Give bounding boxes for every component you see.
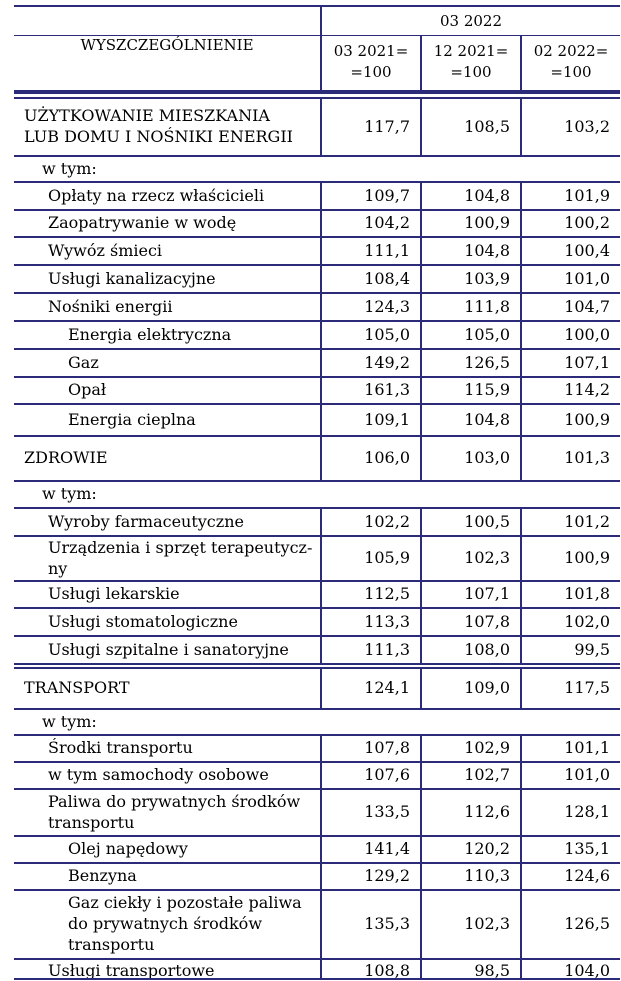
table-section-row	[14, 667, 620, 708]
column-rule	[320, 580, 322, 607]
table-row	[14, 376, 620, 403]
column-rule	[420, 889, 422, 958]
table-row	[14, 480, 620, 507]
column-rule	[520, 435, 522, 480]
table-rule	[14, 607, 620, 609]
cell-value: 101,0	[564, 765, 610, 784]
column-rule	[320, 209, 322, 236]
cell-value: 126,5	[464, 353, 510, 372]
column-rule	[520, 635, 522, 663]
table-rule	[14, 320, 620, 322]
table-row	[14, 835, 620, 862]
cell-value: 107,6	[364, 765, 410, 784]
column-rule	[320, 958, 322, 978]
column-rule	[320, 5, 322, 92]
column-rule	[520, 292, 522, 320]
table-rule	[14, 97, 620, 99]
header-first-column: WYSZCZEGÓLNIENIE	[80, 36, 254, 54]
column-rule	[420, 348, 422, 376]
cell-value: 112,5	[364, 584, 410, 603]
column-rule	[520, 862, 522, 889]
table-rule	[14, 155, 620, 157]
row-label: Usługi kanalizacyjne	[48, 269, 216, 288]
column-rule	[420, 580, 422, 607]
column-rule	[520, 788, 522, 835]
header-column-1: 03 2021= =100	[333, 42, 409, 81]
cell-value: 101,2	[564, 512, 610, 531]
column-rule	[520, 835, 522, 862]
table-rule	[14, 181, 620, 183]
row-label: Usługi transportowe	[48, 961, 215, 980]
column-rule	[320, 889, 322, 958]
column-rule	[420, 181, 422, 209]
cell-value: 110,3	[464, 866, 510, 885]
cell-value: 100,0	[564, 325, 610, 344]
cell-value: 112,6	[464, 802, 510, 821]
row-label: Benzyna	[68, 866, 137, 885]
column-rule	[520, 580, 522, 607]
column-rule	[520, 958, 522, 978]
column-rule	[420, 292, 422, 320]
table-rule	[14, 348, 620, 350]
table-row	[14, 535, 620, 580]
table-rule	[14, 667, 620, 669]
column-rule	[520, 607, 522, 635]
table-row	[14, 607, 620, 635]
cell-value: 129,2	[364, 866, 410, 885]
table-rule	[14, 835, 620, 837]
column-rule	[520, 376, 522, 403]
column-rule	[320, 376, 322, 403]
column-rule	[320, 761, 322, 788]
table-row	[14, 264, 620, 292]
table-rule	[14, 708, 620, 710]
table-rule	[14, 292, 620, 294]
table-rule	[14, 92, 620, 94]
cell-value: 108,4	[364, 269, 410, 288]
column-rule	[420, 862, 422, 889]
cell-value: 108,5	[464, 117, 510, 136]
column-rule	[520, 403, 522, 435]
table-row	[14, 209, 620, 236]
column-rule	[320, 667, 322, 708]
table-rule	[14, 507, 620, 509]
table-rule	[14, 209, 620, 211]
column-rule	[320, 236, 322, 264]
column-rule	[420, 535, 422, 580]
column-rule	[520, 236, 522, 264]
table-row	[14, 320, 620, 348]
row-label: Nośniki energii	[48, 297, 173, 316]
table-row	[14, 181, 620, 209]
row-label: w tym:	[42, 159, 97, 178]
table-row	[14, 507, 620, 535]
column-rule	[320, 635, 322, 663]
row-label: ZDROWIE	[24, 448, 108, 467]
cell-value: 114,2	[564, 380, 610, 399]
column-rule	[320, 292, 322, 320]
cell-value: 104,8	[464, 241, 510, 260]
cell-value: 109,0	[464, 678, 510, 697]
row-label: Opłaty na rzecz właścicieli	[48, 186, 265, 205]
table-rule	[14, 264, 620, 266]
table-rule	[14, 435, 620, 437]
table-section-row	[14, 97, 620, 155]
column-rule	[320, 835, 322, 862]
cell-value: 117,5	[564, 678, 610, 697]
row-label: w tym samochody osobowe	[48, 765, 269, 784]
table-rule	[14, 535, 620, 537]
row-label: Gaz	[68, 353, 99, 372]
column-rule	[420, 435, 422, 480]
row-label: TRANSPORT	[24, 678, 130, 697]
column-rule	[320, 862, 322, 889]
header-column-3: 02 2022= =100	[533, 42, 609, 81]
column-rule	[420, 958, 422, 978]
cell-value: 106,0	[364, 448, 410, 467]
table-rule	[14, 35, 620, 36]
column-rule	[320, 435, 322, 480]
column-rule	[320, 734, 322, 761]
table-section-row	[14, 435, 620, 480]
table-row	[14, 958, 620, 978]
column-rule	[520, 734, 522, 761]
cell-value: 107,1	[564, 353, 610, 372]
column-rule	[320, 348, 322, 376]
table-rule	[14, 236, 620, 238]
column-rule	[320, 181, 322, 209]
column-rule	[520, 35, 522, 92]
cell-value: 124,6	[564, 866, 610, 885]
column-rule	[520, 535, 522, 580]
table-rule	[14, 889, 620, 891]
cell-value: 109,1	[364, 410, 410, 429]
table-row	[14, 862, 620, 889]
row-label: Urządzenia i sprzęt terapeutycz- ny	[48, 538, 313, 578]
cell-value: 109,7	[364, 186, 410, 205]
cell-value: 101,9	[564, 186, 610, 205]
cell-value: 104,8	[464, 410, 510, 429]
column-rule	[420, 667, 422, 708]
cell-value: 100,2	[564, 213, 610, 232]
row-label: w tym:	[42, 484, 97, 503]
column-rule	[320, 788, 322, 835]
column-rule	[520, 348, 522, 376]
table-rule	[14, 761, 620, 763]
row-label: Wywóz śmieci	[48, 241, 163, 260]
row-label: Środki transportu	[48, 738, 193, 757]
cell-value: 108,0	[464, 640, 510, 659]
table-row	[14, 580, 620, 607]
cell-value: 111,8	[464, 297, 510, 316]
table-rule	[14, 862, 620, 864]
cell-value: 100,9	[464, 213, 510, 232]
cell-value: 104,7	[564, 297, 610, 316]
cell-value: 102,2	[364, 512, 410, 531]
cell-value: 101,0	[564, 269, 610, 288]
cell-value: 124,3	[364, 297, 410, 316]
cell-value: 105,0	[464, 325, 510, 344]
cell-value: 100,9	[564, 548, 610, 567]
cell-value: 135,1	[564, 839, 610, 858]
table-rule	[14, 376, 620, 378]
row-label: UŻYTKOWANIE MIESZKANIA LUB DOMU I NOŚNIKI ENERGII	[24, 106, 293, 146]
column-rule	[320, 320, 322, 348]
column-rule	[420, 320, 422, 348]
column-rule	[420, 376, 422, 403]
row-label: Olej napędowy	[68, 839, 188, 858]
table-rule	[14, 734, 620, 736]
table-row	[14, 292, 620, 320]
column-rule	[520, 181, 522, 209]
table-row	[14, 635, 620, 663]
cell-value: 120,2	[464, 839, 510, 858]
row-label: Gaz ciekły i pozostałe paliwa do prywatnych środków transportu	[68, 893, 302, 954]
table-row	[14, 403, 620, 435]
cell-value: 113,3	[364, 612, 410, 631]
column-rule	[420, 761, 422, 788]
row-label: Usługi szpitalne i sanatoryjne	[48, 640, 289, 659]
row-label: Wyroby farmaceutyczne	[48, 512, 244, 531]
cell-value: 135,3	[364, 914, 410, 933]
table-rule	[14, 580, 620, 582]
header-column-2: 12 2021= =100	[433, 42, 509, 81]
table-rule	[14, 403, 620, 405]
cell-value: 149,2	[364, 353, 410, 372]
column-rule	[420, 734, 422, 761]
row-label: Usługi stomatologiczne	[48, 612, 238, 631]
cell-value: 102,0	[564, 612, 610, 631]
cell-value: 108,8	[364, 961, 410, 980]
column-rule	[420, 788, 422, 835]
cell-value: 103,0	[464, 448, 510, 467]
cell-value: 115,9	[464, 380, 510, 399]
cell-value: 100,5	[464, 512, 510, 531]
column-rule	[420, 403, 422, 435]
cell-value: 141,4	[364, 839, 410, 858]
row-label: Opał	[68, 380, 107, 399]
column-rule	[320, 507, 322, 535]
table-row	[14, 236, 620, 264]
cell-value: 107,1	[464, 584, 510, 603]
column-rule	[420, 635, 422, 663]
cell-value: 161,3	[364, 380, 410, 399]
column-rule	[420, 35, 422, 92]
row-label: Paliwa do prywatnych środków transportu	[48, 792, 301, 832]
column-rule	[320, 535, 322, 580]
table-rule	[14, 635, 620, 637]
column-rule	[420, 835, 422, 862]
column-rule	[520, 667, 522, 708]
column-rule	[520, 97, 522, 155]
cell-value: 102,3	[464, 548, 510, 567]
cell-value: 102,7	[464, 765, 510, 784]
table-rule	[14, 480, 620, 482]
cell-value: 107,8	[464, 612, 510, 631]
column-rule	[520, 320, 522, 348]
cell-value: 107,8	[364, 738, 410, 757]
cell-value: 102,3	[464, 914, 510, 933]
column-rule	[420, 607, 422, 635]
cell-value: 102,9	[464, 738, 510, 757]
column-rule	[420, 264, 422, 292]
cell-value: 104,0	[564, 961, 610, 980]
table-row	[14, 889, 620, 958]
cell-value: 105,0	[364, 325, 410, 344]
cell-value: 103,9	[464, 269, 510, 288]
cell-value: 111,3	[364, 640, 410, 659]
column-rule	[520, 761, 522, 788]
table-rule	[14, 958, 620, 960]
column-rule	[420, 97, 422, 155]
cell-value: 103,2	[564, 117, 610, 136]
table-row	[14, 734, 620, 761]
cell-value: 133,5	[364, 802, 410, 821]
cell-value: 104,2	[364, 213, 410, 232]
cell-value: 100,9	[564, 410, 610, 429]
cell-value: 104,8	[464, 186, 510, 205]
cell-value: 128,1	[564, 802, 610, 821]
cell-value: 99,5	[574, 640, 610, 659]
table-rule	[14, 663, 620, 665]
table-row	[14, 788, 620, 835]
cell-value: 105,9	[364, 548, 410, 567]
row-label: Energia cieplna	[68, 410, 196, 429]
row-label: Usługi lekarskie	[48, 584, 180, 603]
table-row	[14, 708, 620, 734]
cell-value: 117,7	[364, 117, 410, 136]
column-rule	[520, 264, 522, 292]
table-row	[14, 155, 620, 181]
column-rule	[420, 507, 422, 535]
cell-value: 124,1	[364, 678, 410, 697]
table-row	[14, 761, 620, 788]
row-label: Energia elektryczna	[68, 325, 232, 344]
column-rule	[420, 209, 422, 236]
column-rule	[320, 403, 322, 435]
cell-value: 101,1	[564, 738, 610, 757]
column-rule	[420, 236, 422, 264]
cell-value: 101,3	[564, 448, 610, 467]
column-rule	[520, 209, 522, 236]
cell-value: 126,5	[564, 914, 610, 933]
table-rule	[14, 978, 620, 980]
cell-value: 98,5	[474, 961, 510, 980]
table-row	[14, 348, 620, 376]
column-rule	[320, 264, 322, 292]
row-label: w tym:	[42, 712, 97, 731]
row-label: Zaopatrywanie w wodę	[48, 213, 237, 232]
column-rule	[520, 507, 522, 535]
cell-value: 101,8	[564, 584, 610, 603]
header-group: 03 2022	[439, 12, 503, 30]
column-rule	[320, 97, 322, 155]
column-rule	[520, 889, 522, 958]
table-rule	[14, 788, 620, 790]
table-rule	[14, 5, 620, 7]
cell-value: 100,4	[564, 241, 610, 260]
cell-value: 111,1	[364, 241, 410, 260]
column-rule	[320, 607, 322, 635]
